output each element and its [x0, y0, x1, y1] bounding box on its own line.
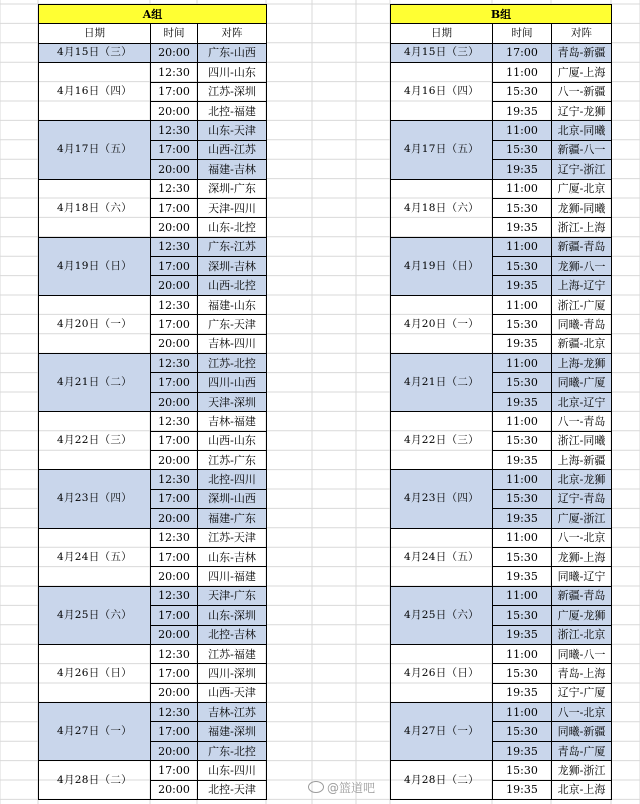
time-cell: 11:00: [493, 644, 552, 663]
time-cell: 17:00: [151, 373, 198, 392]
table-row: [391, 586, 612, 605]
matchup-cell: 山东-吉林: [198, 547, 267, 566]
time-cell: 15:30: [493, 82, 552, 101]
group-a-schedule: [38, 4, 267, 800]
date-cell: 4月24日（五）: [39, 528, 151, 586]
table-row: [391, 703, 612, 722]
matchup-cell: 辽宁-青岛: [552, 489, 612, 508]
matchup-cell: 辽宁-龙狮: [552, 101, 612, 120]
matchup-cell: 北控-吉林: [198, 625, 267, 644]
time-cell: 17:00: [151, 722, 198, 741]
date-cell: 4月19日（日）: [39, 237, 151, 295]
time-cell: 19:35: [493, 276, 552, 295]
table-row: [39, 761, 267, 780]
matchup-cell: 龙狮-浙江: [552, 761, 612, 780]
group-title: B组: [391, 5, 612, 24]
time-cell: 15:30: [493, 722, 552, 741]
matchup-cell: 同曦-广厦: [552, 373, 612, 392]
matchup-cell: 吉林-四川: [198, 334, 267, 353]
time-cell: 19:35: [493, 625, 552, 644]
time-cell: 17:00: [151, 198, 198, 217]
time-cell: 20:00: [151, 334, 198, 353]
matchup-cell: 北控-四川: [198, 470, 267, 489]
matchup-cell: 吉林-福建: [198, 412, 267, 431]
time-cell: 15:30: [493, 664, 552, 683]
time-cell: 20:00: [151, 741, 198, 760]
matchup-cell: 青岛-广厦: [552, 741, 612, 760]
date-cell: 4月20日（一）: [391, 295, 493, 353]
weibo-icon: [308, 781, 324, 793]
matchup-cell: 山西-天津: [198, 683, 267, 702]
matchup-cell: 辽宁-浙江: [552, 160, 612, 179]
time-cell: 19:35: [493, 392, 552, 411]
matchup-cell: 深圳-山西: [198, 489, 267, 508]
matchup-cell: 山东-深圳: [198, 606, 267, 625]
date-cell: 4月24日（五）: [391, 528, 493, 586]
time-cell: 19:35: [493, 683, 552, 702]
table-row: [391, 179, 612, 198]
table-row: [391, 354, 612, 373]
time-cell: 15:30: [493, 761, 552, 780]
date-cell: 4月25日（六）: [391, 586, 493, 644]
time-cell: 20:00: [151, 160, 198, 179]
matchup-cell: 青岛-新疆: [552, 43, 612, 62]
matchup-cell: 江苏-深圳: [198, 82, 267, 101]
date-cell: 4月26日（日）: [39, 644, 151, 702]
date-header: 日期: [39, 24, 151, 43]
matchup-cell: 上海-龙狮: [552, 354, 612, 373]
matchup-cell: 同曦-八一: [552, 644, 612, 663]
date-cell: 4月23日（四）: [39, 470, 151, 528]
matchup-cell: 同曦-新疆: [552, 722, 612, 741]
matchup-cell: 北京-龙狮: [552, 470, 612, 489]
time-header: 时间: [151, 24, 198, 43]
matchup-cell: 广厦-浙江: [552, 509, 612, 528]
matchup-cell: 福建-广东: [198, 509, 267, 528]
matchup-cell: 天津-深圳: [198, 392, 267, 411]
time-cell: 11:00: [493, 63, 552, 82]
time-cell: 19:35: [493, 450, 552, 469]
matchup-cell: 天津-广东: [198, 586, 267, 605]
matchup-cell: 四川-福建: [198, 567, 267, 586]
table-row: [39, 412, 267, 431]
time-cell: 11:00: [493, 179, 552, 198]
matchup-cell: 山东-四川: [198, 761, 267, 780]
matchup-cell: 山西-江苏: [198, 140, 267, 159]
time-cell: 19:35: [493, 780, 552, 799]
date-cell: 4月16日（四）: [39, 63, 151, 121]
matchup-cell: 广东-江苏: [198, 237, 267, 256]
time-cell: 12:30: [151, 528, 198, 547]
time-cell: 20:00: [151, 43, 198, 62]
time-cell: 20:00: [151, 567, 198, 586]
date-cell: 4月17日（五）: [391, 121, 493, 179]
matchup-cell: 吉林-江苏: [198, 703, 267, 722]
table-row: [391, 412, 612, 431]
time-cell: 15:30: [493, 373, 552, 392]
time-cell: 20:00: [151, 276, 198, 295]
table-row: [391, 63, 612, 82]
time-cell: 17:00: [151, 547, 198, 566]
time-cell: 19:35: [493, 101, 552, 120]
time-cell: 19:35: [493, 567, 552, 586]
table-row: [391, 470, 612, 489]
time-cell: 12:30: [151, 295, 198, 314]
time-cell: 19:35: [493, 334, 552, 353]
table-row: [391, 237, 612, 256]
table-row: [39, 586, 267, 605]
time-cell: 12:30: [151, 470, 198, 489]
table-row: [391, 528, 612, 547]
time-cell: 20:00: [151, 683, 198, 702]
time-cell: 11:00: [493, 121, 552, 140]
time-cell: 17:00: [151, 82, 198, 101]
watermark-text: @篮道吧: [327, 781, 376, 795]
time-cell: 11:00: [493, 295, 552, 314]
date-cell: 4月20日（一）: [39, 295, 151, 353]
time-cell: 17:00: [151, 761, 198, 780]
date-header: 日期: [391, 24, 493, 43]
table-row: [39, 470, 267, 489]
date-cell: 4月15日（三）: [391, 43, 493, 62]
table-row: [39, 703, 267, 722]
time-header: 时间: [493, 24, 552, 43]
matchup-cell: 四川-山西: [198, 373, 267, 392]
time-cell: 11:00: [493, 412, 552, 431]
date-cell: 4月19日（日）: [391, 237, 493, 295]
matchup-cell: 福建-吉林: [198, 160, 267, 179]
table-row: [39, 237, 267, 256]
matchup-cell: 广厦-龙狮: [552, 606, 612, 625]
time-cell: 15:30: [493, 315, 552, 334]
matchup-cell: 广东-天津: [198, 315, 267, 334]
table-row: [39, 43, 267, 62]
matchup-cell: 北京-辽宁: [552, 392, 612, 411]
matchup-cell: 八一-青岛: [552, 412, 612, 431]
table-row: [39, 121, 267, 140]
time-cell: 19:35: [493, 741, 552, 760]
date-cell: 4月21日（二）: [391, 354, 493, 412]
time-cell: 20:00: [151, 450, 198, 469]
time-cell: 12:30: [151, 644, 198, 663]
matchup-cell: 江苏-福建: [198, 644, 267, 663]
date-cell: 4月25日（六）: [39, 586, 151, 644]
date-cell: 4月27日（一）: [39, 703, 151, 761]
time-cell: 20:00: [151, 780, 198, 799]
matchup-header: 对阵: [198, 24, 267, 43]
date-cell: 4月18日（六）: [391, 179, 493, 237]
time-cell: 17:00: [151, 140, 198, 159]
date-cell: 4月27日（一）: [391, 703, 493, 761]
date-cell: 4月17日（五）: [39, 121, 151, 179]
time-cell: 17:00: [151, 489, 198, 508]
matchup-cell: 北控-天津: [198, 780, 267, 799]
matchup-cell: 浙江-北京: [552, 625, 612, 644]
time-cell: 17:00: [151, 257, 198, 276]
matchup-cell: 四川-山东: [198, 63, 267, 82]
matchup-cell: 新疆-北京: [552, 334, 612, 353]
time-cell: 15:30: [493, 431, 552, 450]
time-cell: 12:30: [151, 63, 198, 82]
matchup-cell: 辽宁-广厦: [552, 683, 612, 702]
matchup-cell: 北京-同曦: [552, 121, 612, 140]
date-cell: 4月28日（二）: [39, 761, 151, 800]
matchup-cell: 新疆-青岛: [552, 586, 612, 605]
date-cell: 4月16日（四）: [391, 63, 493, 121]
time-cell: 12:30: [151, 354, 198, 373]
time-cell: 12:30: [151, 703, 198, 722]
matchup-cell: 北控-福建: [198, 101, 267, 120]
time-cell: 17:00: [151, 664, 198, 683]
table-row: [39, 354, 267, 373]
matchup-cell: 福建-山东: [198, 295, 267, 314]
time-cell: 15:30: [493, 198, 552, 217]
time-cell: 15:30: [493, 257, 552, 276]
date-cell: 4月28日（二）: [391, 761, 493, 800]
time-cell: 12:30: [151, 586, 198, 605]
matchup-cell: 八一-新疆: [552, 82, 612, 101]
date-cell: 4月23日（四）: [391, 470, 493, 528]
time-cell: 12:30: [151, 179, 198, 198]
table-row: [391, 761, 612, 780]
time-cell: 17:00: [151, 431, 198, 450]
time-cell: 20:00: [151, 392, 198, 411]
matchup-cell: 山西-北控: [198, 276, 267, 295]
time-cell: 11:00: [493, 354, 552, 373]
matchup-cell: 福建-深圳: [198, 722, 267, 741]
matchup-cell: 新疆-八一: [552, 140, 612, 159]
date-cell: 4月22日（三）: [391, 412, 493, 470]
time-cell: 11:00: [493, 703, 552, 722]
matchup-cell: 上海-辽宁: [552, 276, 612, 295]
time-cell: 15:30: [493, 606, 552, 625]
matchup-cell: 广厦-上海: [552, 63, 612, 82]
time-cell: 19:35: [493, 160, 552, 179]
time-cell: 17:00: [151, 606, 198, 625]
matchup-cell: 山东-北控: [198, 218, 267, 237]
table-row: [39, 179, 267, 198]
time-cell: 11:00: [493, 470, 552, 489]
matchup-cell: 八一-北京: [552, 703, 612, 722]
time-cell: 20:00: [151, 625, 198, 644]
table-row: [391, 121, 612, 140]
date-cell: 4月15日（三）: [39, 43, 151, 62]
date-cell: 4月26日（日）: [391, 644, 493, 702]
matchup-cell: 八一-北京: [552, 528, 612, 547]
table-row: [391, 295, 612, 314]
time-cell: 12:30: [151, 121, 198, 140]
time-cell: 15:30: [493, 140, 552, 159]
matchup-cell: 浙江-广厦: [552, 295, 612, 314]
table-row: [39, 63, 267, 82]
time-cell: 11:00: [493, 528, 552, 547]
matchup-cell: 浙江-上海: [552, 218, 612, 237]
time-cell: 17:00: [151, 315, 198, 334]
time-cell: 15:30: [493, 489, 552, 508]
time-cell: 11:00: [493, 586, 552, 605]
matchup-cell: 龙狮-八一: [552, 257, 612, 276]
matchup-cell: 山西-山东: [198, 431, 267, 450]
date-cell: 4月18日（六）: [39, 179, 151, 237]
matchup-cell: 江苏-北控: [198, 354, 267, 373]
time-cell: 12:30: [151, 237, 198, 256]
matchup-cell: 同曦-青岛: [552, 315, 612, 334]
table-row: [39, 295, 267, 314]
time-cell: 15:30: [493, 547, 552, 566]
matchup-cell: 天津-四川: [198, 198, 267, 217]
matchup-cell: 新疆-青岛: [552, 237, 612, 256]
table-row: [39, 644, 267, 663]
matchup-cell: 深圳-吉林: [198, 257, 267, 276]
matchup-cell: 广东-山西: [198, 43, 267, 62]
matchup-cell: 北京-上海: [552, 780, 612, 799]
matchup-cell: 浙江-同曦: [552, 431, 612, 450]
time-cell: 12:30: [151, 412, 198, 431]
time-cell: 20:00: [151, 509, 198, 528]
time-cell: 19:35: [493, 218, 552, 237]
time-cell: 11:00: [493, 237, 552, 256]
group-b-schedule: [390, 4, 612, 800]
table-row: [391, 43, 612, 62]
date-cell: 4月22日（三）: [39, 412, 151, 470]
time-cell: 19:35: [493, 509, 552, 528]
matchup-header: 对阵: [552, 24, 612, 43]
time-cell: 17:00: [493, 43, 552, 62]
matchup-cell: 广东-北控: [198, 741, 267, 760]
matchup-cell: 青岛-上海: [552, 664, 612, 683]
table-row: [39, 528, 267, 547]
matchup-cell: 龙狮-上海: [552, 547, 612, 566]
time-cell: 20:00: [151, 101, 198, 120]
matchup-cell: 江苏-广东: [198, 450, 267, 469]
matchup-cell: 上海-新疆: [552, 450, 612, 469]
matchup-cell: 四川-深圳: [198, 664, 267, 683]
group-title: A组: [39, 5, 267, 24]
matchup-cell: 龙狮-同曦: [552, 198, 612, 217]
watermark: [308, 779, 375, 796]
matchup-cell: 深圳-广东: [198, 179, 267, 198]
matchup-cell: 江苏-天津: [198, 528, 267, 547]
date-cell: 4月21日（二）: [39, 354, 151, 412]
time-cell: 20:00: [151, 218, 198, 237]
table-row: [391, 644, 612, 663]
matchup-cell: 同曦-辽宁: [552, 567, 612, 586]
matchup-cell: 山东-天津: [198, 121, 267, 140]
matchup-cell: 广厦-北京: [552, 179, 612, 198]
